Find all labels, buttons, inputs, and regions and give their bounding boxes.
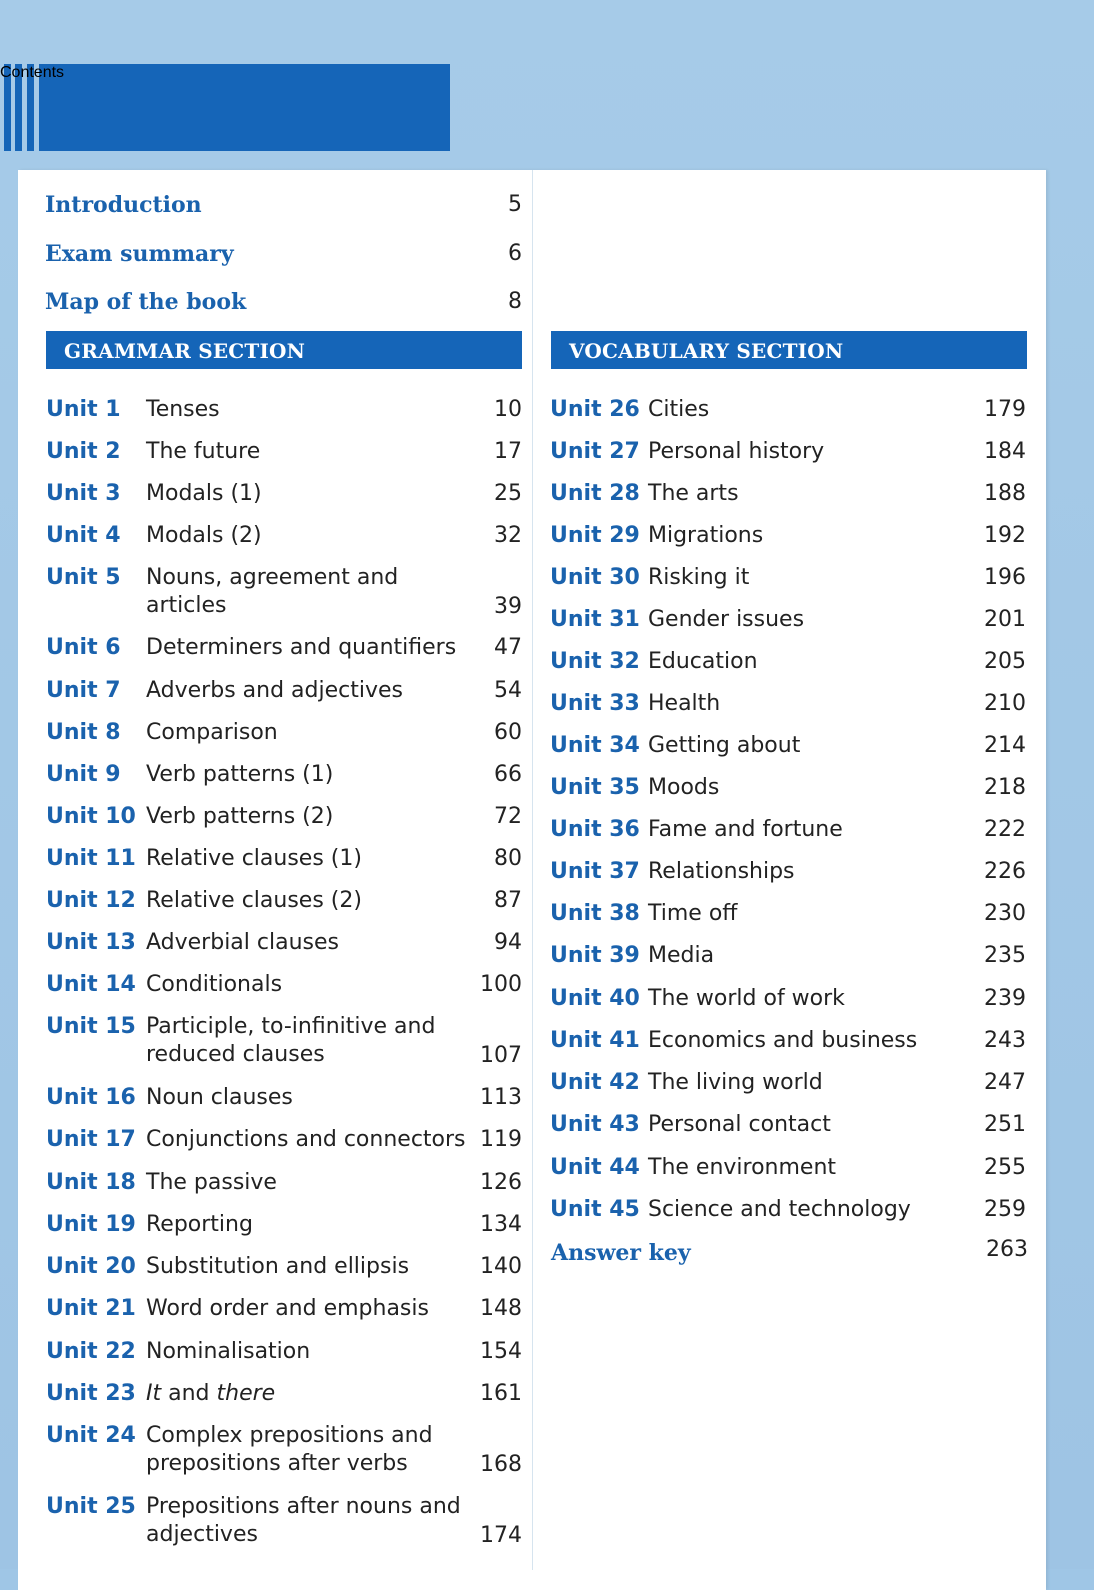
unit-topic: Adverbial clauses [146,930,339,955]
unit-topic: Cities [648,397,710,422]
unit-number: Unit 44 [550,1155,640,1180]
unit-topic: Conjunctions and connectors [146,1127,466,1152]
toc-page-number: 230 [984,901,1026,926]
unit-number: Unit 28 [550,481,640,506]
unit-topic: Health [648,691,721,716]
unit-number: Unit 12 [46,888,136,913]
toc-page-number: 119 [480,1127,522,1152]
toc-unit-row[interactable] [46,971,526,1001]
unit-number: Unit 22 [46,1339,136,1364]
toc-unit-row[interactable] [46,677,526,707]
toc-unit-row[interactable] [46,1380,526,1410]
unit-topic: Verb patterns (2) [146,804,334,829]
toc-unit-row[interactable] [550,1069,1028,1099]
toc-entry-introduction[interactable] [45,192,525,222]
unit-number: Unit 4 [46,523,121,548]
toc-unit-row[interactable] [46,1084,526,1114]
toc-page-number: 5 [508,192,522,217]
contents-banner [0,64,450,151]
unit-topic: Noun clauses [146,1085,293,1110]
unit-topic: The passive [146,1170,277,1195]
unit-topic: Getting about [648,733,801,758]
toc-unit-row[interactable] [550,690,1028,720]
unit-number: Unit 30 [550,565,640,590]
unit-number: Unit 15 [46,1014,136,1039]
toc-page-number: 47 [494,635,522,660]
toc-page-number: 259 [984,1197,1026,1222]
unit-number: Unit 27 [550,439,640,464]
unit-topic: Modals (1) [146,481,262,506]
toc-unit-row[interactable] [46,396,526,426]
toc-page-number: 113 [480,1085,522,1110]
toc-unit-row[interactable] [46,1211,526,1241]
toc-unit-row[interactable] [46,634,526,664]
unit-topic: The living world [648,1070,823,1095]
unit-number: Unit 14 [46,972,136,997]
toc-page-number: 239 [984,986,1026,1011]
unit-topic: Complex prepositions and prepositions after verbs [146,1423,433,1476]
unit-number: Unit 11 [46,846,136,871]
unit-topic: The arts [648,481,739,506]
toc-page-number: 226 [984,859,1026,884]
unit-number: Unit 8 [46,720,121,745]
unit-number: Unit 21 [46,1296,136,1321]
column-divider [532,170,533,1570]
toc-page-number: 161 [480,1381,522,1406]
unit-number: Unit 43 [550,1112,640,1137]
toc-page-number: 192 [984,523,1026,548]
unit-number: Unit 42 [550,1070,640,1095]
toc-unit-row[interactable] [550,606,1028,636]
toc-page-number: 148 [480,1296,522,1321]
toc-unit-row[interactable] [46,1338,526,1368]
unit-number: Unit 34 [550,733,640,758]
toc-page-number: 251 [984,1112,1026,1137]
toc-page-number: 72 [494,804,522,829]
unit-number: Unit 18 [46,1170,136,1195]
unit-topic: Time off [648,901,738,926]
page-title: Contents [0,64,65,81]
toc-page-number: 60 [494,720,522,745]
toc-unit-row[interactable] [550,858,1028,888]
toc-page-number: 255 [984,1155,1026,1180]
toc-unit-row[interactable] [550,1154,1028,1184]
toc-unit-row[interactable] [550,1111,1028,1141]
unit-number: Unit 5 [46,565,121,590]
toc-page-number: 66 [494,762,522,787]
unit-topic: The environment [648,1155,837,1180]
toc-page-number: 201 [984,607,1026,632]
unit-number: Unit 1 [46,397,121,422]
unit-topic: Nominalisation [146,1339,311,1364]
unit-number: Unit 10 [46,804,136,829]
toc-page-number: 205 [984,649,1026,674]
unit-number: Unit 24 [46,1423,136,1448]
unit-topic: Adverbs and adjectives [146,678,403,703]
unit-number: Unit 16 [46,1085,136,1110]
unit-topic: Media [648,943,715,968]
toc-unit-row[interactable] [550,816,1028,846]
toc-page-number: 210 [984,691,1026,716]
unit-number: Unit 40 [550,986,640,1011]
unit-topic: Science and technology [648,1197,911,1222]
toc-page-number: 243 [984,1028,1026,1053]
toc-page-number: 8 [508,289,522,314]
toc-unit-row[interactable] [46,1422,526,1477]
toc-page-number: 94 [494,930,522,955]
toc-page-number: 184 [984,439,1026,464]
toc-page-number: 222 [984,817,1026,842]
toc-unit-row[interactable] [46,1126,526,1156]
toc-unit-row[interactable] [550,648,1028,678]
unit-number: Unit 20 [46,1254,136,1279]
toc-unit-row[interactable] [550,564,1028,594]
toc-page-number: 39 [494,594,522,619]
unit-topic: Economics and business [648,1028,918,1053]
toc-page-number: 214 [984,733,1026,758]
toc-unit-row[interactable] [550,732,1028,762]
banner-block [39,64,450,151]
unit-number: Unit 37 [550,859,640,884]
unit-topic: Personal contact [648,1112,831,1137]
unit-topic: Nouns, agreement and articles [146,565,399,618]
toc-entry-label: Answer key [551,1240,691,1266]
toc-unit-row[interactable] [550,900,1028,930]
toc-unit-row[interactable] [550,1027,1028,1057]
toc-unit-row[interactable] [46,887,526,917]
toc-page-number: 263 [986,1237,1028,1262]
unit-topic: Risking it [648,565,750,590]
toc-page-number: 80 [494,846,522,871]
toc-entry-answer-key[interactable] [551,1237,1028,1270]
toc-page-number: 174 [480,1523,522,1548]
toc-unit-row[interactable] [46,564,526,619]
toc-unit-row[interactable] [46,1169,526,1199]
toc-unit-row[interactable] [46,845,526,875]
unit-number: Unit 3 [46,481,121,506]
toc-unit-row[interactable] [46,1295,526,1325]
toc-entry-map-of-the-book[interactable] [45,289,525,319]
unit-number: Unit 39 [550,943,640,968]
toc-page-number: 140 [480,1254,522,1279]
unit-number: Unit 19 [46,1212,136,1237]
toc-unit-row[interactable] [46,480,526,510]
unit-number: Unit 13 [46,930,136,955]
toc-page-number: 218 [984,775,1026,800]
toc-page-number: 196 [984,565,1026,590]
unit-number: Unit 17 [46,1127,136,1152]
unit-topic: Fame and fortune [648,817,843,842]
unit-topic: Modals (2) [146,523,262,548]
toc-page-number: 179 [984,397,1026,422]
toc-page-number: 10 [494,397,522,422]
unit-topic: Tenses [146,397,220,422]
unit-topic: Moods [648,775,720,800]
toc-page-number: 54 [494,678,522,703]
unit-number: Unit 33 [550,691,640,716]
toc-page-number: 154 [480,1339,522,1364]
unit-topic: Gender issues [648,607,805,632]
unit-topic: Comparison [146,720,278,745]
toc-page-number: 25 [494,481,522,506]
unit-number: Unit 45 [550,1197,640,1222]
unit-number: Unit 35 [550,775,640,800]
toc-unit-row[interactable] [46,929,526,959]
unit-topic: It and there [146,1381,276,1406]
unit-number: Unit 2 [46,439,121,464]
toc-page-number: 168 [480,1452,522,1477]
unit-number: Unit 29 [550,523,640,548]
unit-topic: Word order and emphasis [146,1296,429,1321]
toc-entry-label: Introduction [45,192,202,218]
unit-topic: Conditionals [146,972,283,997]
vocabulary-section-heading: VOCABULARY SECTION [551,331,1027,369]
unit-topic: The future [146,439,261,464]
unit-topic: Personal history [648,439,825,464]
toc-page-number: 17 [494,439,522,464]
unit-number: Unit 7 [46,678,121,703]
toc-unit-row[interactable] [550,774,1028,804]
toc-entry-label: Map of the book [45,289,247,315]
toc-unit-row[interactable] [46,761,526,791]
toc-page-number: 107 [480,1043,522,1068]
toc-entry-exam-summary[interactable] [45,241,525,271]
toc-page-number: 235 [984,943,1026,968]
toc-unit-row[interactable] [46,1013,526,1068]
toc-unit-row[interactable] [46,1253,526,1283]
unit-topic: Determiners and quantifiers [146,635,457,660]
unit-topic: Relationships [648,859,795,884]
toc-page-number: 6 [508,241,522,266]
unit-topic: Reporting [146,1212,253,1237]
unit-number: Unit 26 [550,397,640,422]
unit-number: Unit 31 [550,607,640,632]
toc-unit-row[interactable] [550,480,1028,510]
unit-number: Unit 38 [550,901,640,926]
unit-number: Unit 32 [550,649,640,674]
toc-unit-row[interactable] [550,396,1028,426]
unit-number: Unit 6 [46,635,121,660]
toc-unit-row[interactable] [46,438,526,468]
toc-unit-row[interactable] [550,1196,1028,1226]
unit-number: Unit 9 [46,762,121,787]
toc-page-number: 134 [480,1212,522,1237]
unit-number: Unit 36 [550,817,640,842]
toc-unit-row[interactable] [46,522,526,552]
toc-page-number: 32 [494,523,522,548]
unit-number: Unit 41 [550,1028,640,1053]
unit-topic: Education [648,649,758,674]
toc-unit-row[interactable] [550,985,1028,1015]
toc-unit-row[interactable] [550,438,1028,468]
grammar-section-heading: GRAMMAR SECTION [46,331,522,369]
unit-topic: The world of work [648,986,845,1011]
toc-page-number: 188 [984,481,1026,506]
unit-topic: Participle, to-infinitive and reduced clauses [146,1014,436,1067]
unit-topic: Prepositions after nouns and adjectives [146,1494,461,1547]
toc-page-number: 87 [494,888,522,913]
unit-number: Unit 25 [46,1494,136,1519]
toc-page-number: 100 [480,972,522,997]
unit-topic: Substitution and ellipsis [146,1254,410,1279]
toc-page-number: 247 [984,1070,1026,1095]
toc-unit-row[interactable] [550,522,1028,552]
toc-unit-row[interactable] [46,719,526,749]
unit-topic: Relative clauses (1) [146,846,362,871]
toc-page-number: 126 [480,1170,522,1195]
toc-unit-row[interactable] [550,942,1028,972]
toc-unit-row[interactable] [46,1493,526,1548]
toc-entry-label: Exam summary [45,241,234,267]
unit-topic: Relative clauses (2) [146,888,362,913]
unit-number: Unit 23 [46,1381,136,1406]
unit-topic: Verb patterns (1) [146,762,334,787]
unit-topic: Migrations [648,523,764,548]
toc-unit-row[interactable] [46,803,526,833]
